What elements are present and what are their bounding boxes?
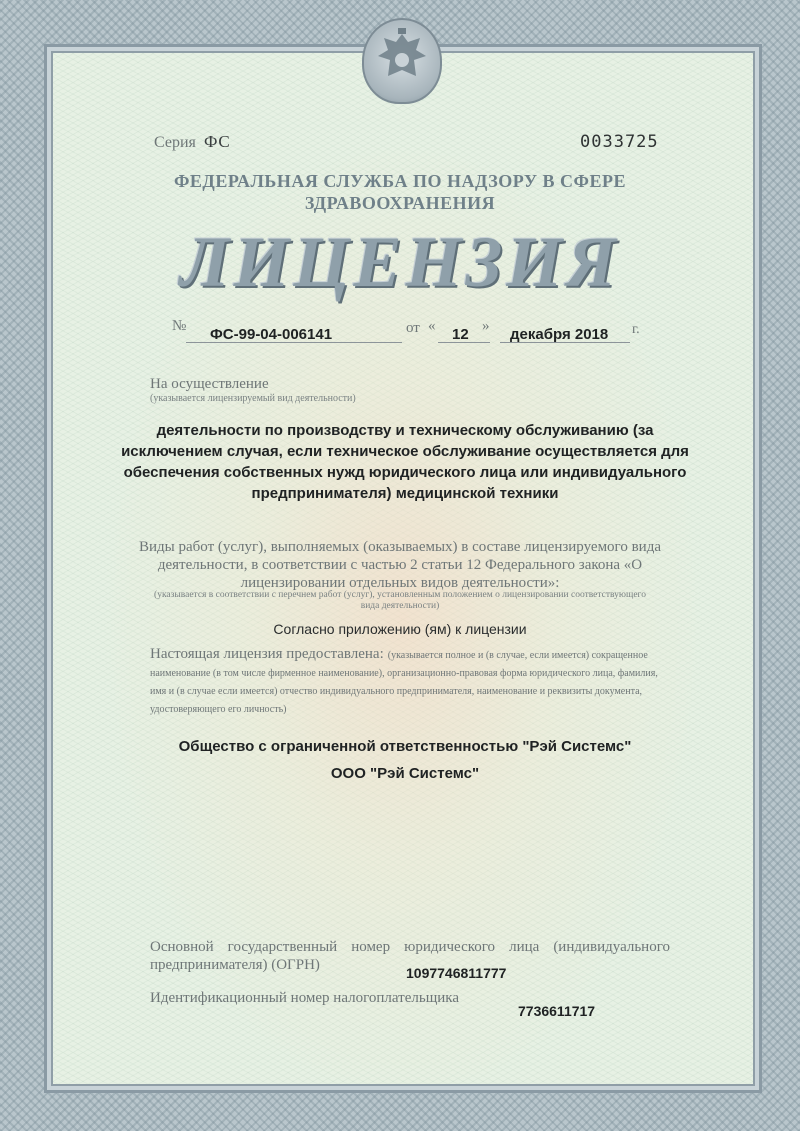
- license-number-label: №: [172, 318, 187, 334]
- year-suffix: г.: [632, 322, 640, 337]
- licensee-label: Настоящая лицензия предоставлена:: [150, 646, 384, 662]
- quote-open: «: [428, 318, 436, 334]
- ogrn-label: Основной государственный номер юридического лица (индивидуального предпринимателя) (ОГРН): [150, 939, 670, 973]
- inn-label: Идентификационный номер налогоплательщика: [150, 990, 460, 1006]
- activity-label: На осуществление: [150, 376, 269, 392]
- license-day: 12: [452, 326, 469, 343]
- works-value: Согласно приложению (ям) к лицензии: [273, 621, 527, 637]
- works-note: (указывается в соответствии с перечнем работ (услуг), установленным положением о лицензировании соответствующего вида деятельности): [154, 590, 646, 611]
- license-month-year: декабря 2018: [510, 326, 609, 343]
- licensee-block: [150, 645, 670, 717]
- ogrn-value: 1097746811777: [406, 965, 507, 981]
- series-label: Серия: [154, 134, 196, 151]
- licensee-short-name: ООО "Рэй Системс": [330, 765, 480, 782]
- form-number: 0033725: [580, 132, 659, 152]
- quote-close: »: [482, 318, 490, 334]
- activity-note: (указывается лицензируемый вид деятельности): [150, 393, 356, 404]
- coat-of-arms-emblem-icon: [362, 18, 442, 104]
- inn-value: 7736611717: [518, 1003, 596, 1019]
- series-value: ФС: [204, 132, 231, 151]
- date-prefix: от: [406, 320, 420, 336]
- activity-value: деятельности по производству и техническому обслуживанию (за исключением случая, если техническое обслуживание осуществляется для обеспечения собственных нужд юридического лица или индивидуального предпринимателя) медицинской техники: [121, 422, 689, 502]
- license-number: ФС-99-04-006141: [210, 326, 333, 343]
- licensee-note: (указывается полное и (в случае, если имеется) сокращенное наименование (в том числе фирменное наименование), организационно-правовая форма юридического лица, фамилия, имя и (в случае если имеется) отчество индивидуального предпринимателя, наименование и реквизиты документа, удостоверяющего его личность): [150, 650, 658, 715]
- licensee-full-name: Общество с ограниченной ответственностью "Рэй Системс": [178, 738, 632, 755]
- works-label: Виды работ (услуг), выполняемых (оказываемых) в составе лицензируемого вида деятельности, в соответствии с частью 2 статьи 12 Федерального закона «О лицензировании отдельных видов деятельности»:: [139, 539, 661, 591]
- agency-name: ФЕДЕРАЛЬНАЯ СЛУЖБА ПО НАДЗОРУ В СФЕРЕ ЗДРАВООХРАНЕНИЯ: [173, 171, 627, 213]
- document-title: ЛИЦЕНЗИЯ: [180, 222, 620, 302]
